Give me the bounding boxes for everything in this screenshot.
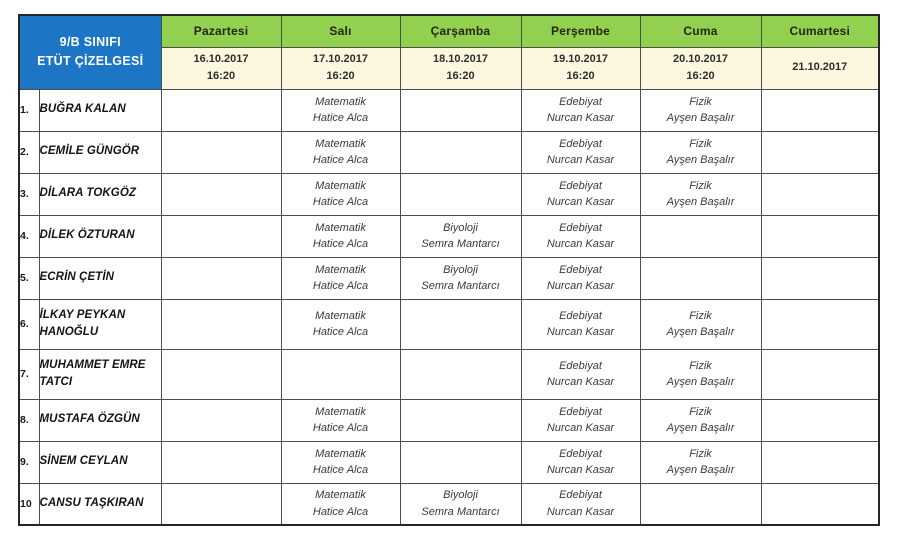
- cell-carsamba: [400, 349, 521, 399]
- row-number: 9.: [19, 441, 39, 483]
- date-text: 20.10.2017: [672, 52, 729, 65]
- cell-pazartesi: [161, 441, 281, 483]
- teacher-label: Hatice Alca: [312, 326, 369, 338]
- schedule-title-line2: ETÜT ÇİZELGESİ: [37, 54, 144, 69]
- cell-persembe: [521, 441, 640, 483]
- cell-sali: [281, 257, 400, 299]
- time-text: 16:20: [206, 70, 236, 82]
- time-text: 16:20: [566, 70, 595, 82]
- teacher-label: Hatice Alca: [312, 464, 369, 476]
- teacher-label: Nurcan Kasar: [546, 376, 615, 388]
- day-header-cumartesi: Cumartesi: [761, 15, 879, 47]
- table-row: [19, 349, 879, 399]
- cell-carsamba: [400, 89, 521, 131]
- teacher-label: Ayşen Başalır: [666, 196, 735, 208]
- cell-cumartesi: [761, 399, 879, 441]
- table-row: [19, 257, 879, 299]
- cell-cumartesi: [761, 131, 879, 173]
- subject-label: Edebiyat: [559, 405, 602, 418]
- cell-persembe: [521, 173, 640, 215]
- date-header-sali: [281, 47, 400, 89]
- table-row: [19, 441, 879, 483]
- date-text: 18.10.2017: [432, 52, 489, 65]
- subject-label: Matematik: [315, 95, 366, 108]
- subject-label: Matematik: [315, 309, 366, 322]
- cell-cumartesi: [761, 349, 879, 399]
- teacher-label: Nurcan Kasar: [546, 280, 615, 292]
- cell-sali: [281, 399, 400, 441]
- table-row: [19, 483, 879, 525]
- subject-label: Biyoloji: [443, 263, 478, 276]
- cell-pazartesi: [161, 399, 281, 441]
- date-text: 19.10.2017: [552, 52, 609, 65]
- cell-persembe: [521, 131, 640, 173]
- table-row: [19, 399, 879, 441]
- student-name: ECRİN ÇETİN: [39, 257, 161, 299]
- cell-cumartesi: [761, 173, 879, 215]
- date-header-cuma: [640, 47, 761, 89]
- cell-cuma: [640, 173, 761, 215]
- teacher-label: Ayşen Başalır: [666, 376, 735, 388]
- cell-cuma: [640, 131, 761, 173]
- date-header-pazartesi: [161, 47, 281, 89]
- date-header-cumartesi: [761, 47, 879, 89]
- teacher-label: Hatice Alca: [312, 422, 369, 434]
- teacher-label: Nurcan Kasar: [546, 154, 615, 166]
- subject-label: Matematik: [315, 489, 366, 502]
- cell-persembe: [521, 89, 640, 131]
- subject-label: Edebiyat: [559, 137, 602, 150]
- cell-persembe: [521, 483, 640, 525]
- cell-cumartesi: [761, 441, 879, 483]
- cell-pazartesi: [161, 89, 281, 131]
- subject-label: Fizik: [689, 309, 712, 322]
- subject-label: Edebiyat: [559, 179, 602, 192]
- teacher-label: Nurcan Kasar: [546, 464, 615, 476]
- teacher-label: Hatice Alca: [312, 154, 369, 166]
- subject-label: Matematik: [315, 179, 366, 192]
- cell-pazartesi: [161, 483, 281, 525]
- cell-persembe: [521, 399, 640, 441]
- row-number: 4.: [19, 215, 39, 257]
- table-row: [19, 215, 879, 257]
- cell-sali: [281, 131, 400, 173]
- cell-pazartesi: [161, 215, 281, 257]
- subject-label: Edebiyat: [559, 263, 602, 276]
- subject-label: Matematik: [315, 221, 366, 234]
- teacher-label: Ayşen Başalır: [666, 154, 735, 166]
- cell-sali: [281, 89, 400, 131]
- cell-carsamba: [400, 173, 521, 215]
- teacher-label: Hatice Alca: [312, 280, 369, 292]
- teacher-label: Hatice Alca: [312, 196, 369, 208]
- cell-cumartesi: [761, 257, 879, 299]
- teacher-label: Nurcan Kasar: [546, 112, 615, 124]
- cell-sali: [281, 299, 400, 349]
- cell-pazartesi: [161, 131, 281, 173]
- day-header-row: [19, 15, 879, 47]
- teacher-label: Semra Mantarcı: [421, 280, 500, 292]
- date-text: 21.10.2017: [792, 61, 848, 74]
- cell-carsamba: [400, 215, 521, 257]
- subject-label: Biyoloji: [443, 489, 478, 502]
- subject-label: Matematik: [315, 405, 366, 418]
- day-header-cuma: Cuma: [640, 15, 761, 47]
- table-row: [19, 299, 879, 349]
- cell-carsamba: [400, 399, 521, 441]
- student-name: DİLEK ÖZTURAN: [39, 215, 161, 257]
- cell-persembe: [521, 257, 640, 299]
- student-name: BUĞRA KALAN: [39, 89, 161, 131]
- day-header-persembe: Perşembe: [521, 15, 640, 47]
- time-text: 16:20: [446, 70, 475, 82]
- teacher-label: Semra Mantarcı: [421, 238, 500, 250]
- student-name: İLKAY PEYKAN HANOĞLU: [39, 299, 161, 349]
- teacher-label: Ayşen Başalır: [666, 326, 735, 338]
- student-name: CANSU TAŞKIRAN: [39, 483, 161, 525]
- teacher-label: Ayşen Başalır: [666, 112, 735, 124]
- row-number: 6.: [19, 299, 39, 349]
- cell-cumartesi: [761, 299, 879, 349]
- date-header-persembe: [521, 47, 640, 89]
- cell-carsamba: [400, 299, 521, 349]
- cell-cuma: [640, 257, 761, 299]
- teacher-label: Hatice Alca: [312, 238, 369, 250]
- subject-label: Edebiyat: [559, 489, 602, 502]
- table-row: [19, 131, 879, 173]
- cell-carsamba: [400, 483, 521, 525]
- etut-schedule-table: [18, 14, 880, 526]
- row-number: 5.: [19, 257, 39, 299]
- teacher-label: Semra Mantarcı: [421, 505, 500, 518]
- student-name: DİLARA TOKGÖZ: [39, 173, 161, 215]
- date-text: 16.10.2017: [193, 52, 249, 65]
- subject-label: Biyoloji: [443, 221, 478, 234]
- row-number: 1.: [19, 89, 39, 131]
- row-number: 10: [19, 483, 39, 525]
- row-number: 3.: [19, 173, 39, 215]
- row-number: 2.: [19, 131, 39, 173]
- teacher-label: Ayşen Başalır: [666, 422, 735, 434]
- cell-carsamba: [400, 441, 521, 483]
- teacher-label: Nurcan Kasar: [546, 238, 615, 250]
- cell-sali: [281, 215, 400, 257]
- schedule-title: [19, 15, 161, 89]
- subject-label: Edebiyat: [559, 95, 602, 108]
- date-text: 17.10.2017: [312, 52, 369, 65]
- schedule-title-line1: 9/B SINIFI: [59, 34, 121, 49]
- cell-carsamba: [400, 131, 521, 173]
- cell-cumartesi: [761, 89, 879, 131]
- cell-pazartesi: [161, 173, 281, 215]
- cell-sali: [281, 483, 400, 525]
- teacher-label: Nurcan Kasar: [546, 196, 615, 208]
- subject-label: Matematik: [315, 137, 366, 150]
- subject-label: Fizik: [689, 405, 712, 418]
- subject-label: Fizik: [689, 179, 712, 192]
- row-number: 8.: [19, 399, 39, 441]
- cell-pazartesi: [161, 299, 281, 349]
- subject-label: Fizik: [689, 447, 712, 460]
- cell-persembe: [521, 349, 640, 399]
- cell-cuma: [640, 299, 761, 349]
- cell-sali: [281, 441, 400, 483]
- cell-carsamba: [400, 257, 521, 299]
- subject-label: Matematik: [315, 447, 366, 460]
- time-text: 16:20: [686, 70, 715, 82]
- day-header-carsamba: Çarşamba: [400, 15, 521, 47]
- cell-pazartesi: [161, 257, 281, 299]
- date-header-carsamba: [400, 47, 521, 89]
- cell-cuma: [640, 215, 761, 257]
- cell-cuma: [640, 483, 761, 525]
- teacher-label: Nurcan Kasar: [546, 422, 615, 434]
- subject-label: Fizik: [689, 359, 712, 372]
- table-row: [19, 89, 879, 131]
- subject-label: Fizik: [689, 95, 712, 108]
- subject-label: Matematik: [315, 263, 366, 276]
- cell-cuma: [640, 399, 761, 441]
- cell-cuma: [640, 89, 761, 131]
- table-row: [19, 173, 879, 215]
- day-header-sali: Salı: [281, 15, 400, 47]
- subject-label: Edebiyat: [559, 359, 602, 372]
- cell-cumartesi: [761, 215, 879, 257]
- day-header-pazartesi: Pazartesi: [161, 15, 281, 47]
- cell-persembe: [521, 215, 640, 257]
- teacher-label: Hatice Alca: [312, 112, 369, 124]
- cell-cuma: [640, 441, 761, 483]
- teacher-label: Ayşen Başalır: [666, 464, 735, 476]
- subject-label: Edebiyat: [559, 309, 602, 322]
- time-text: 16:20: [326, 70, 355, 82]
- cell-cumartesi: [761, 483, 879, 525]
- subject-label: Edebiyat: [559, 221, 602, 234]
- cell-persembe: [521, 299, 640, 349]
- cell-sali: [281, 173, 400, 215]
- teacher-label: Hatice Alca: [312, 505, 369, 518]
- cell-sali: [281, 349, 400, 399]
- teacher-label: Nurcan Kasar: [546, 326, 615, 338]
- row-number: 7.: [19, 349, 39, 399]
- student-name: CEMİLE GÜNGÖR: [39, 131, 161, 173]
- subject-label: Fizik: [689, 137, 712, 150]
- subject-label: Edebiyat: [559, 447, 602, 460]
- student-name: MUHAMMET EMRE TATCI: [39, 349, 161, 399]
- cell-cuma: [640, 349, 761, 399]
- teacher-label: Nurcan Kasar: [546, 505, 615, 518]
- student-name: SİNEM CEYLAN: [39, 441, 161, 483]
- cell-pazartesi: [161, 349, 281, 399]
- student-name: MUSTAFA ÖZGÜN: [39, 399, 161, 441]
